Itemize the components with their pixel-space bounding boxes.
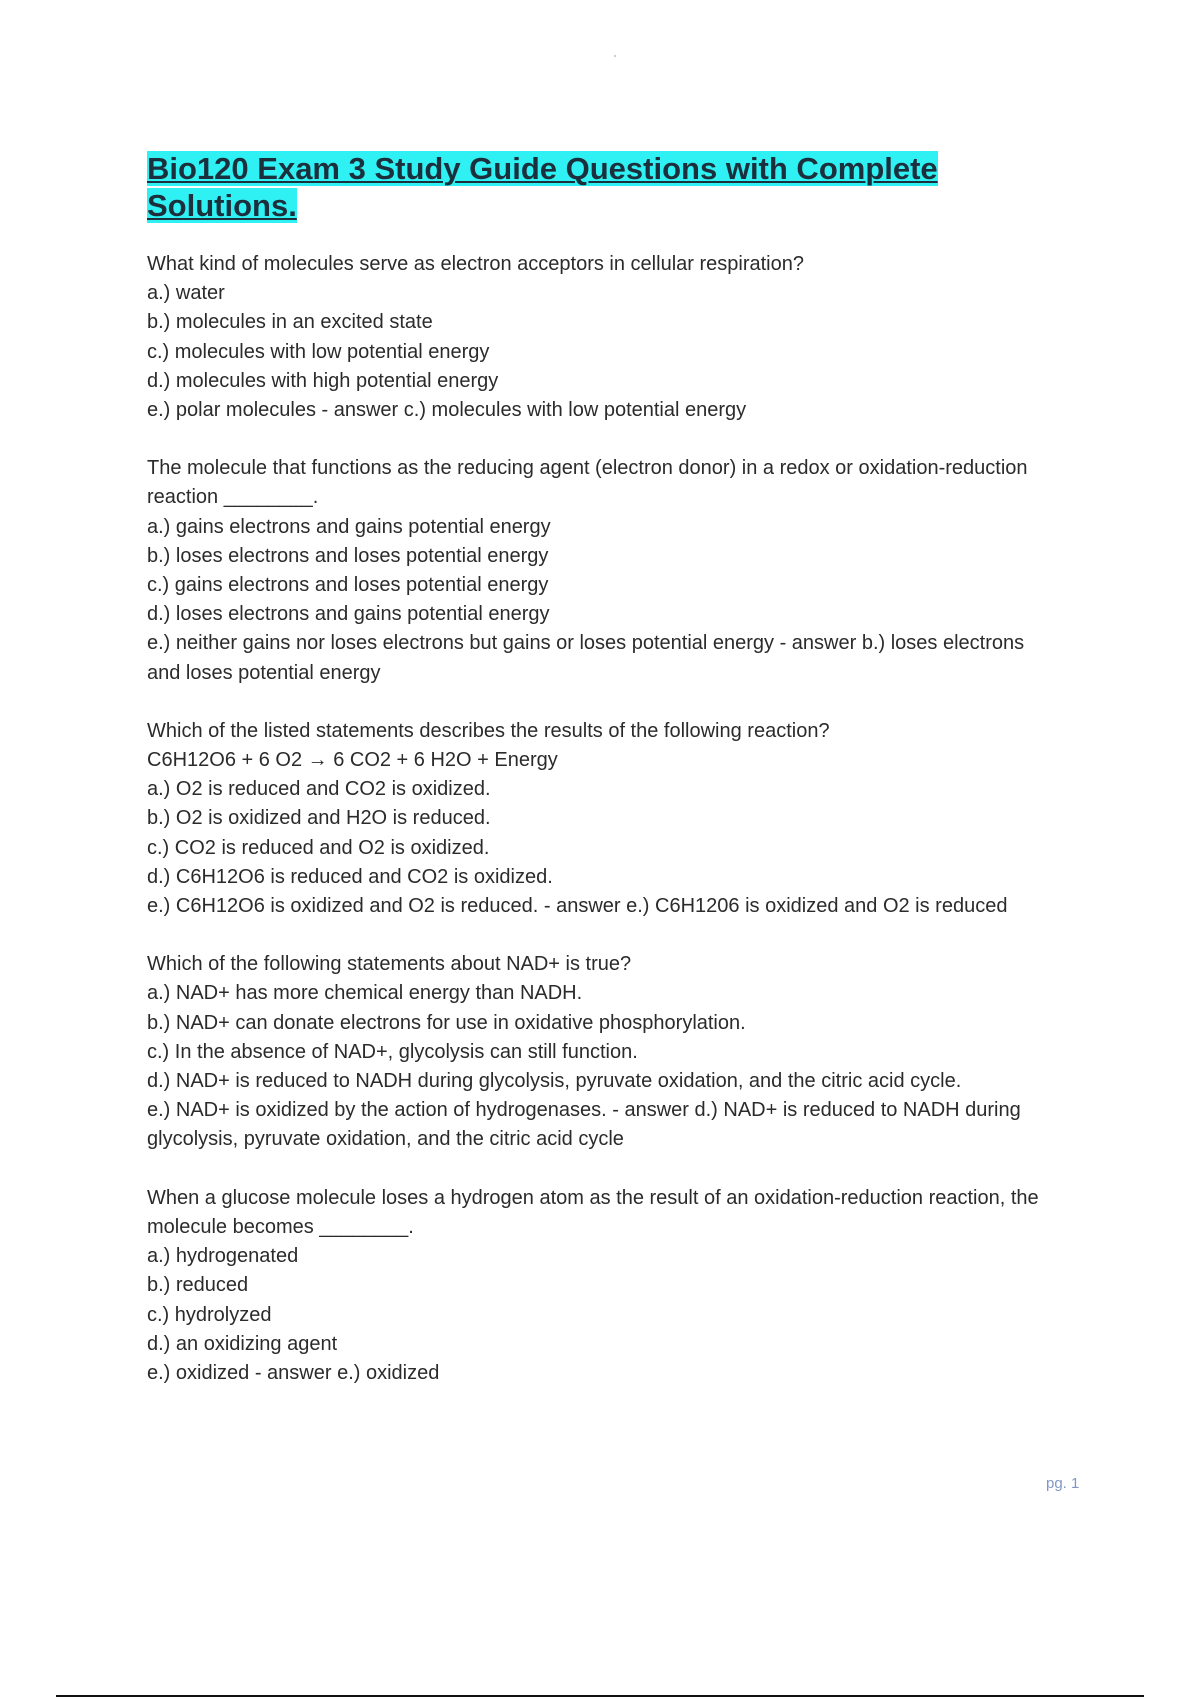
- option-e-with-answer: e.) NAD+ is oxidized by the action of hydrogenases. - answer d.) NAD+ is reduced to NADH during glycolysis, pyruvate oxidation, and the citric acid cycle: [147, 1099, 1021, 1151]
- option-a: a.) NAD+ has more chemical energy than NADH.: [147, 982, 583, 1005]
- option-e-with-answer: e.) C6H12O6 is oxidized and O2 is reduced. - answer e.) C6H1206 is oxidized and O2 is reduced: [147, 895, 1008, 918]
- option-c: c.) In the absence of NAD+, glycolysis can still function.: [147, 1040, 638, 1063]
- page-number: pg. 1: [1046, 1475, 1080, 1492]
- option-d: d.) loses electrons and gains potential energy: [147, 603, 550, 626]
- question-text: The molecule that functions as the reducing agent (electron donor) in a redox or oxidation-reduction reaction ________.: [147, 457, 1028, 509]
- question-3: [147, 717, 1057, 921]
- question-5: [147, 1184, 1057, 1388]
- option-e-with-answer: e.) oxidized - answer e.) oxidized: [147, 1361, 440, 1384]
- document-title: [147, 150, 977, 224]
- footer-divider: [56, 1695, 1144, 1697]
- option-a: a.) water: [147, 282, 225, 305]
- question-list: [147, 250, 1057, 1417]
- option-c: c.) molecules with low potential energy: [147, 340, 490, 363]
- option-c: c.) CO2 is reduced and O2 is oxidized.: [147, 836, 490, 859]
- question-text: What kind of molecules serve as electron acceptors in cellular respiration?: [147, 253, 804, 275]
- option-d: d.) an oxidizing agent: [147, 1332, 338, 1355]
- question-text: When a glucose molecule loses a hydrogen atom as the result of an oxidation-reduction reaction, the molecule becomes ________.: [147, 1186, 1039, 1238]
- option-b: b.) NAD+ can donate electrons for use in oxidative phosphorylation.: [147, 1011, 746, 1034]
- option-d: d.) NAD+ is reduced to NADH during glycolysis, pyruvate oxidation, and the citric acid cycle.: [147, 1070, 962, 1093]
- option-c: c.) hydrolyzed: [147, 1303, 272, 1326]
- question-2: [147, 454, 1057, 688]
- option-b: b.) O2 is oxidized and H2O is reduced.: [147, 807, 491, 830]
- option-e-with-answer: e.) neither gains nor loses electrons but gains or loses potential energy - answer b.) loses electrons and loses potential energy: [147, 632, 1025, 684]
- option-b: b.) molecules in an excited state: [147, 311, 433, 334]
- option-a: a.) O2 is reduced and CO2 is oxidized.: [147, 778, 491, 801]
- question-text: Which of the listed statements describes the results of the following reaction?: [147, 719, 830, 742]
- question-4: [147, 950, 1057, 1154]
- title-line-1: Bio120 Exam 3 Study Guide Questions with Complete: [147, 151, 938, 186]
- title-line-2: Solutions.: [147, 188, 297, 223]
- option-b: b.) loses electrons and loses potential energy: [147, 544, 549, 567]
- option-d: d.) C6H12O6 is reduced and CO2 is oxidized.: [147, 865, 553, 888]
- option-a: a.) hydrogenated: [147, 1245, 299, 1268]
- scan-speck: [614, 55, 616, 57]
- question-1: [147, 250, 1057, 425]
- option-b: b.) reduced: [147, 1274, 249, 1297]
- option-d: d.) molecules with high potential energy: [147, 369, 499, 392]
- option-e-with-answer: e.) polar molecules - answer c.) molecules with low potential energy: [147, 399, 747, 422]
- option-c: c.) gains electrons and loses potential energy: [147, 574, 549, 597]
- option-a: a.) gains electrons and gains potential energy: [147, 515, 551, 538]
- reaction-equation: C6H12O6 + 6 O2 → 6 CO2 + 6 H2O + Energy: [147, 749, 558, 772]
- question-text: Which of the following statements about NAD+ is true?: [147, 953, 632, 976]
